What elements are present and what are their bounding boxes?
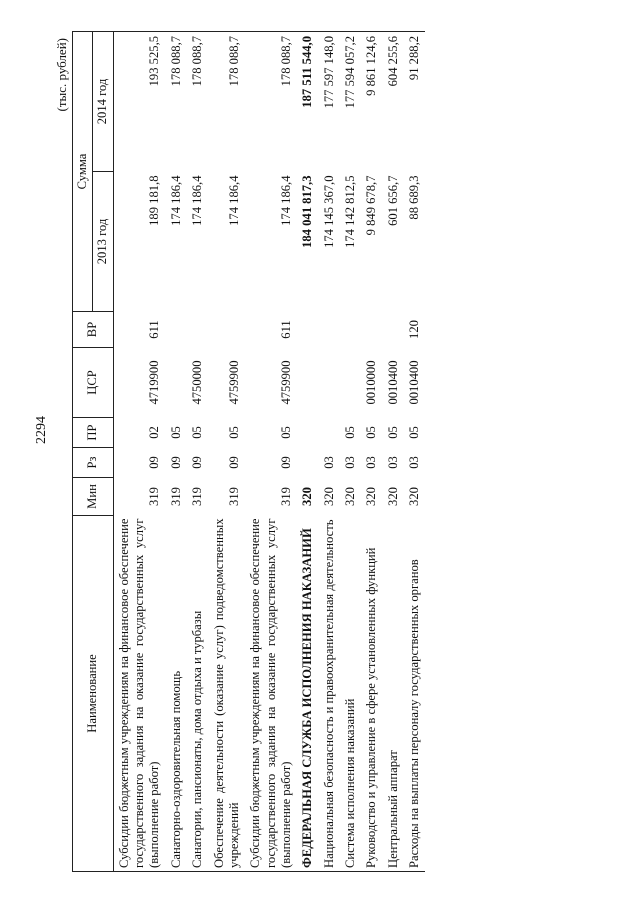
pr-cell: 05	[385, 426, 400, 439]
vr-cell	[319, 312, 340, 348]
amount-2013-cell: 189 181,8	[147, 175, 162, 226]
vr-cell: 611	[147, 320, 162, 339]
amount-2013-cell: 174 186,4	[168, 175, 183, 226]
table-header	[73, 31, 114, 871]
pr-cell: 05	[278, 426, 293, 439]
min-cell: 320	[300, 487, 315, 506]
rotated-table-sheet	[54, 32, 598, 872]
table-row	[404, 31, 425, 871]
amount-2014-cell: 9 861 124,6	[361, 31, 382, 171]
header-name: Наименование	[73, 516, 114, 872]
amount-2013-cell: 174 142 812,5	[343, 175, 358, 248]
csr-cell	[340, 348, 361, 418]
header-vr: ВР	[73, 312, 114, 348]
pr-cell: 05	[343, 426, 358, 439]
amount-2013-cell: 88 689,3	[407, 175, 422, 220]
amount-2014-cell: 187 511 544,0	[297, 31, 318, 171]
table-row	[209, 31, 246, 871]
table-row	[166, 31, 187, 871]
amount-2013-cell: 184 041 817,3	[300, 175, 315, 248]
amount-2014-cell: 177 597 148,0	[319, 31, 340, 171]
min-cell: 319	[190, 487, 205, 506]
rz-cell: 09	[147, 456, 162, 469]
amount-2013-cell: 174 145 367,0	[321, 175, 336, 248]
min-cell: 320	[343, 487, 358, 506]
name-cell: Система исполнения наказаний	[340, 516, 361, 872]
amount-2014-cell: 178 088,7	[187, 31, 208, 171]
min-cell: 319	[147, 487, 162, 506]
name-cell: Расходы на выплаты персоналу государственных органов	[404, 516, 425, 872]
csr-cell: 0010400	[407, 360, 422, 405]
min-cell: 319	[278, 487, 293, 506]
csr-cell	[297, 348, 318, 418]
amount-2014-cell: 604 255,6	[383, 31, 404, 171]
vr-cell	[297, 312, 318, 348]
amount-2013-cell: 174 186,4	[226, 175, 241, 226]
rz-cell: 03	[343, 456, 358, 469]
header-sum: Сумма	[73, 31, 93, 311]
pr-cell	[319, 418, 340, 448]
rz-cell: 09	[278, 456, 293, 469]
table-row	[383, 31, 404, 871]
table-row	[340, 31, 361, 871]
amount-2014-cell: 178 088,7	[245, 31, 297, 171]
vr-cell	[209, 312, 246, 348]
csr-cell: 0010400	[385, 360, 400, 405]
pr-cell: 02	[147, 426, 162, 439]
name-cell: Центральный аппарат	[383, 516, 404, 872]
csr-cell: 4719900	[147, 360, 162, 405]
name-cell: Субсидии бюджетным учреждениям на финансовое обеспечение государственного задания на оказание государственных услуг (выполнение работ)	[245, 516, 297, 872]
pr-cell: 05	[226, 426, 241, 439]
rz-cell	[297, 448, 318, 478]
table-row	[297, 31, 318, 871]
header-2013: 2013 год	[93, 172, 113, 312]
name-cell: Субсидии бюджетным учреждениям на финансовое обеспечение государственного задания на оказание государственных услуг (выполнение работ)	[113, 516, 166, 872]
header-2014: 2014 год	[93, 31, 113, 171]
csr-cell: 4759900	[226, 360, 241, 405]
pr-cell: 05	[168, 426, 183, 439]
csr-cell: 0010000	[364, 360, 379, 405]
table-row	[113, 31, 166, 871]
name-cell: Руководство и управление в сфере установленных функций	[361, 516, 382, 872]
vr-cell	[361, 312, 382, 348]
rz-cell: 09	[168, 456, 183, 469]
amount-2013-cell: 601 656,7	[385, 175, 400, 226]
pr-cell: 05	[190, 426, 205, 439]
min-cell: 320	[385, 487, 400, 506]
header-rz: Рз	[73, 448, 114, 478]
rz-cell: 03	[407, 456, 422, 469]
pr-cell: 05	[407, 426, 422, 439]
vr-cell	[166, 312, 187, 348]
min-cell: 320	[321, 487, 336, 506]
page-number: 2294	[34, 416, 49, 444]
rz-cell: 03	[385, 456, 400, 469]
csr-cell: 4750000	[190, 360, 205, 405]
amount-2014-cell: 178 088,7	[166, 31, 187, 171]
name-cell: Санаторно-оздоровительная помощь	[166, 516, 187, 872]
header-min: Мин	[73, 478, 114, 516]
table-row	[319, 31, 340, 871]
vr-cell	[340, 312, 361, 348]
vr-cell: 120	[407, 320, 422, 339]
csr-cell: 4759900	[278, 360, 293, 405]
csr-cell	[166, 348, 187, 418]
header-csr: ЦСР	[73, 348, 114, 418]
units-label: (тыс. рублей)	[54, 38, 69, 112]
rz-cell: 03	[321, 456, 336, 469]
min-cell: 320	[364, 487, 379, 506]
amount-2013-cell: 174 186,4	[278, 175, 293, 226]
rz-cell: 03	[364, 456, 379, 469]
table-body	[113, 31, 425, 871]
pr-cell	[297, 418, 318, 448]
table-row	[361, 31, 382, 871]
amount-2013-cell: 174 186,4	[190, 175, 205, 226]
name-cell: ФЕДЕРАЛЬНАЯ СЛУЖБА ИСПОЛНЕНИЯ НАКАЗАНИЙ	[297, 516, 318, 872]
name-cell: Национальная безопасность и правоохранительная деятельность	[319, 516, 340, 872]
amount-2013-cell: 9 849 678,7	[364, 175, 379, 236]
vr-cell	[187, 312, 208, 348]
table-row	[245, 31, 297, 871]
amount-2014-cell: 177 594 057,2	[340, 31, 361, 171]
min-cell: 319	[226, 487, 241, 506]
amount-2014-cell: 178 088,7	[209, 31, 246, 171]
min-cell: 320	[407, 487, 422, 506]
amount-2014-cell: 193 525,5	[113, 31, 166, 171]
vr-cell: 611	[278, 320, 293, 339]
header-pr: ПР	[73, 418, 114, 448]
rz-cell: 09	[226, 456, 241, 469]
csr-cell	[319, 348, 340, 418]
min-cell: 319	[168, 487, 183, 506]
name-cell: Санатории, пансионаты, дома отдыха и турбазы	[187, 516, 208, 872]
table-row	[187, 31, 208, 871]
rz-cell: 09	[190, 456, 205, 469]
pr-cell: 05	[364, 426, 379, 439]
vr-cell	[383, 312, 404, 348]
budget-table	[72, 31, 425, 872]
amount-2014-cell: 91 288,2	[404, 31, 425, 171]
name-cell: Обеспечение деятельности (оказание услуг) подведомственных учреждений	[209, 516, 246, 872]
